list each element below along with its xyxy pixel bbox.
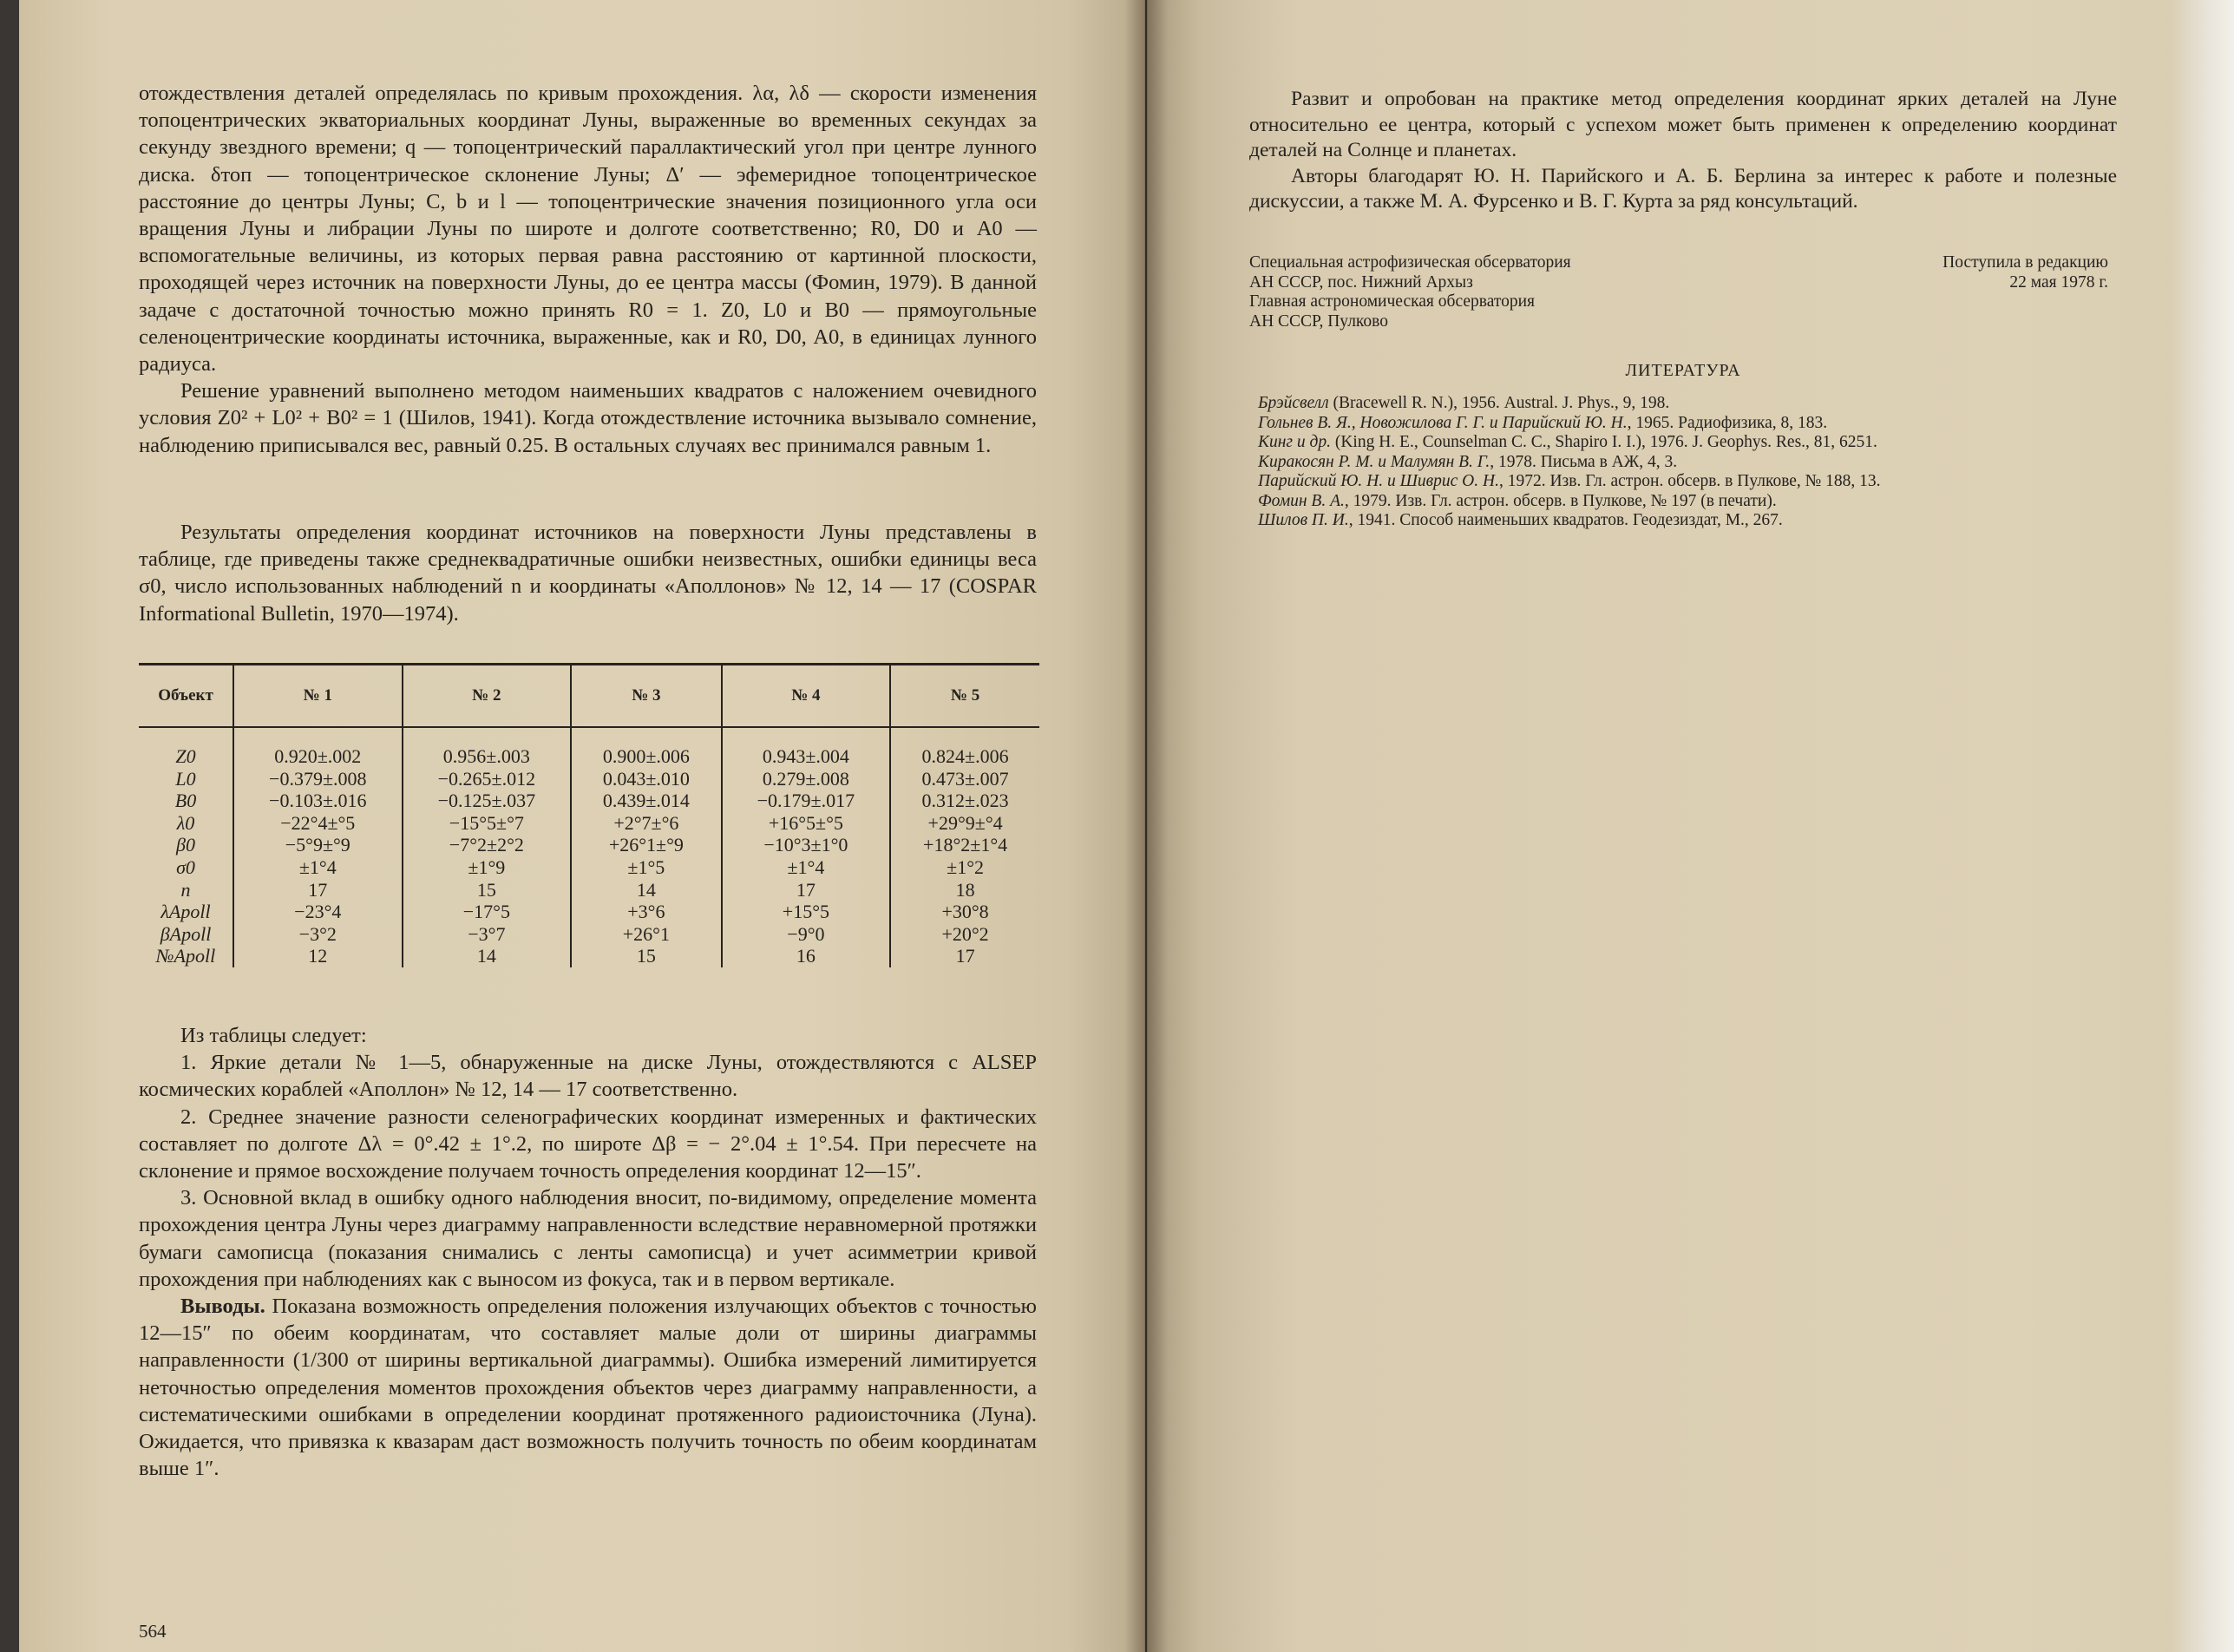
reference-details: (Bracewell R. N.), 1956. Austral. J. Phys., 9, 198.: [1328, 394, 1670, 412]
summary-paragraph: Развит и опробован на практике метод определения координат ярких деталей на Луне относительно ее центра, который с успехом может быть применен к определению координат деталей на Солнце и планетах.: [1249, 88, 2117, 161]
results-paragraph: Результаты определения координат источников на поверхности Луны представлены в таблице, где приведены также среднеквадратичные ошибки неизвестных, ошибки единицы веса σ0, число использованных наблюдений n и координаты «Аполлонов» № 12, 14 — 17 (COSPAR Informational Bulletin, 1970—1974).: [139, 521, 1037, 626]
reference-details: , 1941. Способ наименьших квадратов. Геодезиздат, М., 267.: [1348, 511, 1783, 529]
table-cell: −10°3±1°0: [722, 834, 891, 856]
received-label: Поступила в редакцию: [1942, 253, 2108, 272]
book-gutter: [1124, 0, 1168, 1652]
affiliations: [1249, 253, 1700, 331]
conclusions-text: Показана возможность определения положения излучающих объектов с точностью 12—15″ по обеим координатам, что составляет малые доли от ширины диаграммы направленности (1/300 от ширины вертикальной диаграммы). Ошибка измерений лимитируется неточностью определения моментов прохождения объектов через диаграмму направленности, а систематическими ошибками в определении координат протяженного радиоисточника (Луна). Ожидается, что привязка к квазарам даст возможность получить точность по обеим координатам выше 1″.: [139, 1295, 1037, 1481]
table-cell: +26°1: [571, 923, 721, 946]
table-row: [139, 790, 1039, 812]
table-header-4: № 4: [722, 665, 891, 728]
table-cell: 17: [955, 945, 975, 967]
table-row: [139, 812, 1039, 835]
table-row: [139, 768, 1039, 790]
table-cell: −0.265±.012: [403, 768, 572, 790]
table-cell: 12: [233, 945, 403, 967]
reference-details: (King H. E., Counselman C. C., Shapiro I. I.), 1976. J. Geophys. Res., 81, 6251.: [1330, 433, 1877, 451]
table-cell: +29°9±°4: [927, 811, 1003, 834]
reference-item: [1258, 492, 2126, 512]
table-cell: 17: [722, 879, 891, 901]
affiliation-line: АН СССР, пос. Нижний Архыз: [1249, 272, 1473, 292]
table-body: [139, 727, 1039, 967]
page-edge: [2169, 0, 2234, 1652]
references-list: [1258, 394, 2126, 531]
table-cell: −17°5: [403, 901, 572, 923]
left-top-text: [139, 80, 1037, 459]
table-cell: −3°2: [233, 923, 403, 946]
table-param: №Apoll: [139, 945, 233, 967]
table-cell: ±1°4: [722, 856, 891, 879]
reference-authors: Брэйсвелл: [1258, 394, 1329, 412]
affiliation-line: АН СССР, Пулково: [1249, 311, 1388, 331]
table-param: B0: [139, 790, 233, 812]
reference-authors: Фомин В. А.: [1258, 491, 1345, 510]
page-number: 564: [139, 1621, 167, 1642]
table-cell: +18°2±1°4: [923, 834, 1008, 856]
table-param: L0: [139, 768, 233, 790]
reference-item: [1258, 472, 2126, 492]
table-cell: 0.900±.006: [571, 745, 721, 768]
reference-details: , 1978. Письма в АЖ, 4, 3.: [1490, 452, 1678, 471]
table-header-row: [139, 665, 1039, 728]
table-param: n: [139, 879, 233, 901]
results-table: [139, 663, 1039, 967]
table-header-5: № 5: [890, 665, 1039, 728]
solution-paragraph: Решение уравнений выполнено методом наименьших квадратов с наложением очевидного условия Z0² + L0² + B0² = 1 (Шилов, 1941). Когда отождествление источника вызывало сомнение, наблюдению приписывался вес, равный 0.25. В остальных случаях вес принимался равным 1.: [139, 379, 1037, 457]
affiliation-line: Специальная астрофизическая обсерватория: [1249, 253, 1571, 272]
table-cell: 17: [233, 879, 403, 901]
conclusion-item-1: 1. Яркие детали № 1—5, обнаруженные на диске Луны, отождествляются с ALSEP космических кораблей «Аполлон» № 12, 14 — 17 соответственно.: [139, 1051, 1037, 1102]
table-cell: −22°4±°5: [233, 812, 403, 835]
right-page: [1147, 0, 2234, 1652]
table-cell: ±1°4: [233, 856, 403, 879]
references-heading: ЛИТЕРАТУРА: [1625, 361, 1741, 380]
received-date: [1796, 253, 2108, 292]
table-param: Z0: [139, 745, 233, 768]
table-cell: +26°1±°9: [571, 834, 721, 856]
table-param: σ0: [139, 856, 233, 879]
received-date-value: 22 мая 1978 г.: [2009, 272, 2108, 292]
acknowledgements-paragraph: Авторы благодарят Ю. Н. Парийского и А. Б. Берлина за интерес к работе и полезные дискуссии, а также М. А. Фурсенко и В. Г. Курта за ряд консультаций.: [1249, 164, 2117, 213]
reference-item: [1258, 511, 2126, 531]
table-cell: 0.312±.023: [921, 790, 1009, 812]
reference-details: , 1972. Изв. Гл. астрон. обсерв. в Пулкове, № 188, 13.: [1498, 472, 1881, 490]
table-cell: 0.943±.004: [722, 745, 891, 768]
table-cell: −0.125±.037: [403, 790, 572, 812]
table-header-1: № 1: [233, 665, 403, 728]
reference-authors: Шилов П. И.: [1258, 511, 1349, 529]
table-cell: 15: [403, 879, 572, 901]
table-cell: ±1°9: [403, 856, 572, 879]
table-cell: +15°5: [722, 901, 891, 923]
right-top-text: [1249, 87, 2117, 215]
reference-details: , 1965. Радиофизика, 8, 183.: [1627, 413, 1828, 432]
table-cell: 0.439±.014: [571, 790, 721, 812]
table-cell: −0.179±.017: [722, 790, 891, 812]
table-row: [139, 945, 1039, 967]
table-param: λ0: [139, 812, 233, 835]
table-cell: −9°0: [722, 923, 891, 946]
continuation-paragraph: отождествления деталей определялась по кривым прохождения. λα, λδ — скорости изменения топоцентрических экваториальных координат Луны, выраженные во временных секундах за секунду звездного времени; q — топоцентрический параллактический угол при центре лунного диска. δтоп — топоцентрическое склонение Луны; Δ′ — эфемеридное топоцентрическое расстояние до центры Луны; C, b и l — топоцентрические значения позиционного угла оси вращения Луны и либрации Луны по широте и долготе соответственно; R0, D0 и A0 — вспомогательные величины, из которых первая равна расстоянию от картинной плоскости, проходящей через источник на поверхности Луны, до ее центра массы (Фомин, 1979). В данной задаче с достаточной точностью можно принять R0 = 1. Z0, L0 и B0 — прямоугольные селеноцентрические координаты источника, выраженные, как и R0, D0, A0, в единицах лунного радиуса.: [139, 82, 1037, 377]
table-header-2: № 2: [403, 665, 572, 728]
table-cell: +30°8: [941, 901, 989, 923]
table-cell: 0.824±.006: [921, 745, 1009, 767]
table-follows-line: Из таблицы следует:: [180, 1024, 367, 1047]
table-cell: +20°2: [941, 922, 989, 945]
table-row: [139, 879, 1039, 901]
reference-item: [1258, 414, 2126, 434]
table-cell: +16°5±°5: [722, 812, 891, 835]
table-spacer-row: [139, 727, 1039, 745]
table-cell: 0.956±.003: [403, 745, 572, 768]
table-cell: +3°6: [571, 901, 721, 923]
table-cell: ±1°5: [571, 856, 721, 879]
reference-authors: Гольнев В. Я., Новожилова Г. Г. и Парийский Ю. Н.: [1258, 413, 1628, 432]
table-cell: 0.920±.002: [233, 745, 403, 768]
table-param: λApoll: [139, 901, 233, 923]
table-row: [139, 834, 1039, 856]
table-cell: −0.379±.008: [233, 768, 403, 790]
reference-item: [1258, 433, 2126, 453]
reference-details: , 1979. Изв. Гл. астрон. обсерв. в Пулкове, № 197 (в печати).: [1344, 491, 1777, 510]
table-cell: −7°2±2°2: [403, 834, 572, 856]
table-cell: 0.473±.007: [921, 767, 1009, 790]
table-header-object: Объект: [139, 665, 233, 728]
table-param: β0: [139, 834, 233, 856]
reference-item: [1258, 394, 2126, 414]
table-row: [139, 745, 1039, 768]
reference-authors: Кинг и др.: [1258, 433, 1331, 451]
conclusion-item-3: 3. Основной вклад в ошибку одного наблюдения вносит, по-видимому, определение момента прохождения центра Луны через диаграмму направленности вследствие неравномерной протяжки бумаги самописца (показания снимались с ленты самописца) и учет асимметрии кривой прохождения при наблюдениях как с выносом из фокуса, так и в первом вертикале.: [139, 1186, 1037, 1291]
conclusions-paragraph: [139, 1293, 1037, 1482]
affiliation-line: Главная астрономическая обсерватория: [1249, 292, 1536, 311]
table-cell: 0.043±.010: [571, 768, 721, 790]
table-row: [139, 923, 1039, 946]
table-cell: 18: [955, 878, 975, 901]
conclusions-label: Выводы.: [180, 1295, 265, 1319]
table-row: [139, 901, 1039, 923]
table-cell: 14: [571, 879, 721, 901]
conclusion-item-2: 2. Среднее значение разности селенографических координат измеренных и фактических составляет по долготе Δλ = 0°.42 ± 1°.2, по широте Δβ = − 2°.04 ± 1°.54. При пересчете на склонение и прямое восхождение получаем точность определения координат 12—15″.: [139, 1105, 1037, 1183]
table-param: βApoll: [139, 923, 233, 946]
table-cell: +2°7±°6: [571, 812, 721, 835]
table-cell: −15°5±°7: [403, 812, 572, 835]
post-table-text: [139, 1022, 1037, 1482]
reference-authors: Киракосян Р. М. и Малумян В. Г.: [1258, 452, 1490, 471]
reference-authors: Парийский Ю. Н. и Шиврис О. Н.: [1258, 472, 1499, 490]
table-cell: 0.279±.008: [722, 768, 891, 790]
reference-item: [1258, 453, 2126, 473]
table-header-3: № 3: [571, 665, 721, 728]
table-cell: −3°7: [403, 923, 572, 946]
table-cell: 14: [403, 945, 572, 967]
table-cell: 16: [722, 945, 891, 967]
table-cell: −0.103±.016: [233, 790, 403, 812]
table-cell: 15: [571, 945, 721, 967]
table-cell: −23°4: [233, 901, 403, 923]
table-row: [139, 856, 1039, 879]
table-cell: −5°9±°9: [233, 834, 403, 856]
table-cell: ±1°2: [947, 856, 985, 878]
